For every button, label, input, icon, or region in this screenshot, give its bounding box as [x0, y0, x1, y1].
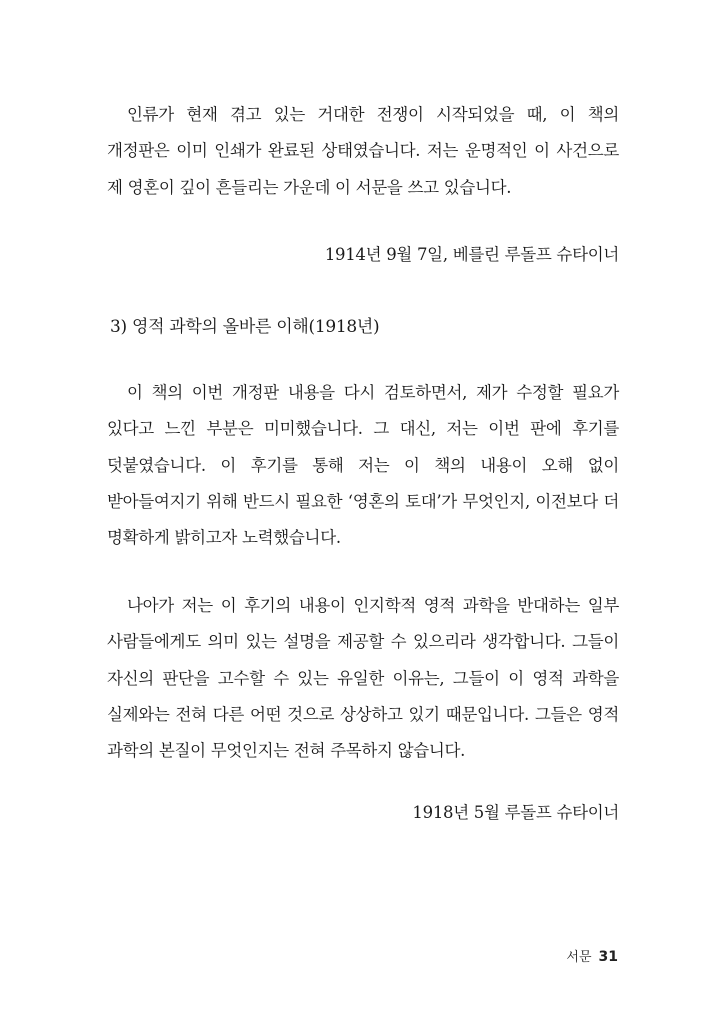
section-heading: 3) 영적 과학의 올바른 이해(1918년)	[110, 317, 380, 337]
preface-paragraph-1: 인류가 현재 겪고 있는 거대한 전쟁이 시작되었을 때, 이 책의 개정판은 이미 인쇄가 완료된 상태였습니다. 저는 운명적인 이 사건으로 제 영혼이 깊이 흔들리는 가운데 이 서문을 쓰고 있습니다.	[107, 105, 619, 197]
signature-1918: 1918년 5월 루돌프 슈타이너	[412, 803, 619, 822]
page-number: 31	[598, 949, 618, 965]
footer-section-label: 서문	[566, 950, 592, 965]
section-paragraph-3: 나아가 저는 이 후기의 내용이 인지학적 영적 과학을 반대하는 일부 사람들에게도 의미 있는 설명을 제공할 수 있으리라 생각합니다. 그들이 자신의 판단을 고수할 수 있는 유일한 이유는, 그들이 이 영적 과학을 실제와는 전혀 다른 어떤 것으로 상상하고 있기 때문입니다. 그들은 영적 과학의 본질이 무엇인지는 전혀 주목하지 않습니다.	[107, 596, 619, 761]
section-paragraph-2: 이 책의 이번 개정판 내용을 다시 검토하면서, 제가 수정할 필요가 있다고 느낀 부분은 미미했습니다. 그 대신, 저는 이번 판에 후기를 덧붙였습니다. 이 후기를 통해 저는 이 책의 내용이 오해 없이 받아들여지기 위해 반드시 필요한 ‘영혼의 토대’가 무엇인지, 이전보다 더 명확하게 밝히고자 노력했습니다.	[107, 383, 619, 548]
signature-1914: 1914년 9월 7일, 베를린 루돌프 슈타이너	[324, 245, 619, 264]
page-footer	[566, 947, 618, 968]
